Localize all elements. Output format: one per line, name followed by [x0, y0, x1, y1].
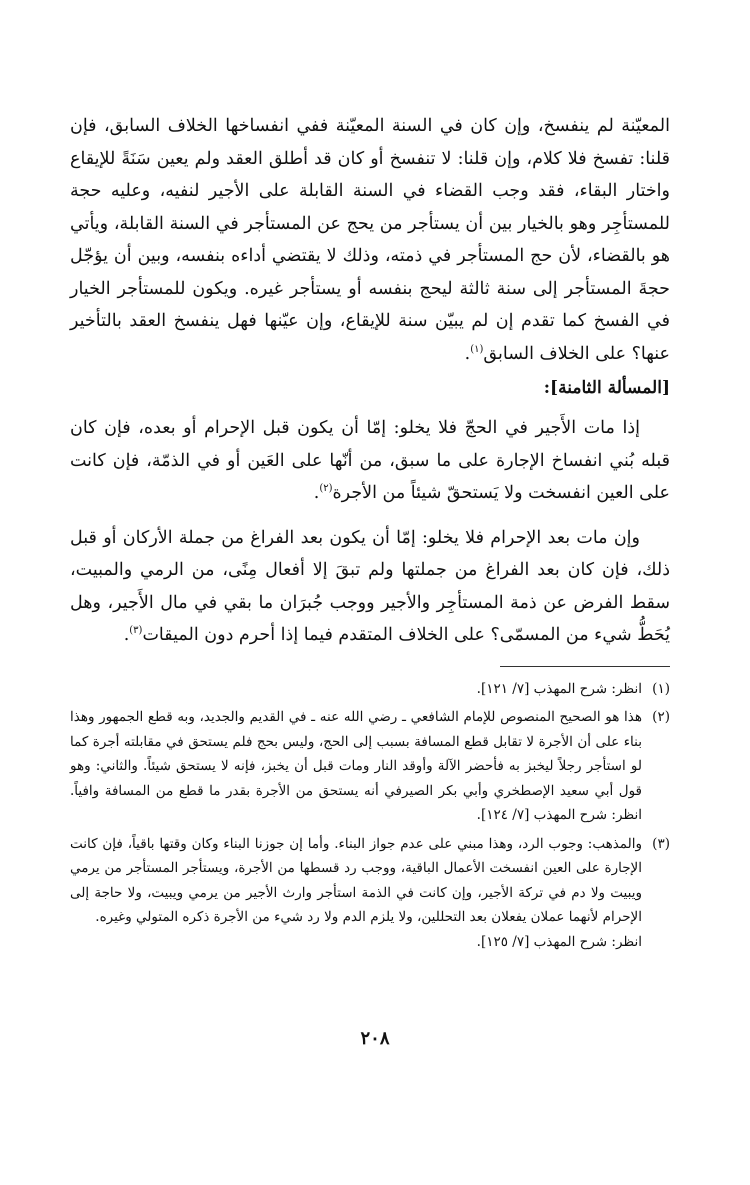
footnote-text: انظر: شرح المهذب [٧/ ١٢١]. — [476, 680, 642, 697]
paragraph-text: المعيّنة لم ينفسخ، وإن كان في السنة المعيّنة ففي انفساخها الخلاف السابق، فإن قلنا: تفسخ فلا كلام، وإن قلنا: لا تنفسخ أو كان قد أطلق العقد ولم يعين سَنَةً للإيقاع واختار البقاء، فقد وجب القضاء في السنة القابلة على الأجير لنفيه، وعليه حجة للمستأجِر وهو بالخيار بين أن يستأجر من يحج عن المستأجر في السنة القابلة، ويأتي هو بالقضاء، لأن حج المستأجر في ذمته، وذلك لا يقتضي أداءه بنفسه، وبين أن يؤجّل حجةَ المستأجر إلى سنة ثالثة ليحج بنفسه أو يستأجر غيره. ويكون للمستأجر الخيار في الفسخ كما تقدم إن لم يبيّن سنة للإيقاع، وإن عيّنها فهل ينفسخ العقد بالتأخير عنها؟ على الخلاف السابق — [70, 116, 670, 364]
paragraph — [70, 412, 670, 510]
section-heading: [المسألة الثامنة]: — [543, 378, 670, 398]
paragraph — [70, 522, 670, 652]
paragraph-end: . — [123, 625, 130, 645]
footnotes — [70, 677, 670, 955]
page-number: ٢٠٨ — [360, 1028, 390, 1049]
paragraph: المعيّنة لم ينفسخ، وإن كان في السنة المعيّنة ففي انفساخها الخلاف السابق، فإن قلنا: تفسخ فلا كلام، وإن قلنا: لا تنفسخ أو كان قد أطلق العقد ولم يعين سَنَةً للإيقاع واختار البقاء، فقد وجب القضاء في السنة القابلة على الأجير لنفيه، وعليه حجة للمستأجِر وهو بالخيار بين أن يستأجر من يحج عن المستأجر في السنة القابلة، ويأتي هو بالقضاء، لأن حج المستأجر في ذمته، وذلك لا يقتضي أداءه بنفسه، وبين أن يؤجّل حجةَ المستأجر إلى سنة ثالثة ليحج بنفسه أو يستأجر غيره. ويكون للمستأجر الخيار في الفسخ كما تقدم إن لم يبيّن سنة للإيقاع، وإن عيّنها فهل ينفسخ العقد بالتأخير عنها؟ على الخلاف السابق$^{(١)}$. — [70, 116, 670, 364]
footnote-ref: (١) — [470, 343, 484, 355]
footnote-source: انظر: شرح المهذب [٧/ ١٢٥]. — [476, 933, 642, 950]
footnote-text — [70, 832, 642, 955]
footnote — [70, 832, 670, 955]
footnote-body: والمذهب: وجوب الرد، وهذا مبني على عدم جواز البناء. وأما إن جوزنا البناء وكان وقتها باقياً، فإن كانت الإجارة على العين انفسخت الأعمال الباقية، ووجب رد قسطها من الأجرة، ويستأجر المستأجر من يرمي ويبيت ولا دم في تركة الأجير، وإن كانت في الذمة استأجر وارث الأجير من يرمي ويبيت، ولا حاجة إلى الإحرام لأنهما عملان يفعلان بعد التحللين، ولا يلزم الدم ولا رد شيء من الأجرة ذكره المتولي وغيره. — [70, 835, 642, 925]
footnote — [70, 705, 670, 828]
footnote — [70, 677, 670, 702]
paragraph-text: إذا مات الأَجير في الحجّ فلا يخلو: إمّا أن يكون قبل الإحرام أو بعده، فإن كان قبله بُني انفساخ الإجارة على ما سبق، من أنّها على العَين أو في الذمّة، فإن كانت على العين انفسخت ولا يَستحقّ شيئاً من الأجرة — [70, 418, 670, 503]
footnote-divider — [500, 666, 670, 667]
footnote-ref: (٣) — [129, 625, 143, 637]
footnote-number: (٣) — [652, 835, 670, 852]
footnote-text: هذا هو الصحيح المنصوص للإمام الشافعي ـ رضي الله عنه ـ في القديم والجديد، وبه قطع الجمهور وهذا بناء على أن الأجرة لا تقابل قطع المسافة بسبب إلى الحج، وليس بحج فلم يستحق في مقابلته أجرة كما لو استأجر رجلاً ليخبز به فأحضر الآلة وأوقد النار ومات قبل أن يخبز، فإنه لا يستحق شيئاً. والثاني: وهو قول أبي سعيد الإصطخري وأبي بكر الصيرفي أنه يستحق من الأجرة بقدر ما قطع من المسافة وافياً. انظر: شرح المهذب [٧/ ١٢٤]. — [70, 709, 642, 823]
main-text — [70, 110, 670, 652]
footnote-number: (٢) — [652, 709, 670, 725]
paragraph-end: . — [313, 483, 320, 503]
paragraph-text: وإن مات بعد الإحرام فلا يخلو: إمّا أن يكون بعد الفراغ من جملة الأركان أو قبل ذلك، فإن كان بعد الفراغ من جملتها ولم تبقَ إلا أفعال مِنًى، من الرمي والمبيت، سقط الفرض عن ذمة المستأجِر والأجير ووجب جُبرَان ما بقي في مال الأَجير، وهل يُحَطُّ شيء من المسمّى؟ على الخلاف المتقدم فيما إذا أحرم دون الميقات — [70, 527, 670, 645]
footnote-ref: (٢) — [319, 483, 333, 495]
footnote-number: (١) — [652, 680, 670, 697]
